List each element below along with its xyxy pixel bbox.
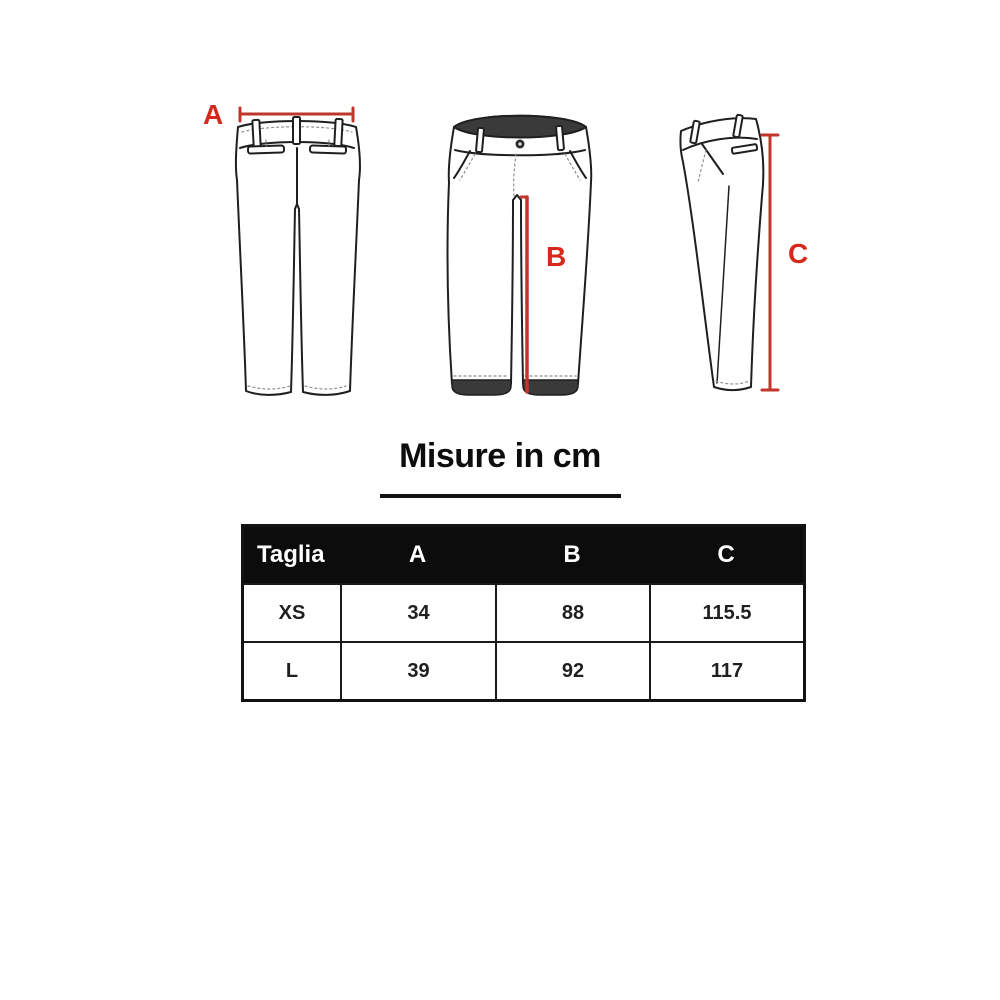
- size-table: [241, 524, 806, 702]
- table-header-b: B: [495, 527, 649, 583]
- table-header-c: C: [649, 527, 803, 583]
- table-cell-xs-b: 88: [495, 583, 649, 641]
- pants-front-view-drawing: [448, 116, 592, 395]
- pants-side-view-drawing: [680, 115, 763, 390]
- title-underline: [380, 494, 621, 498]
- table-cell-l-b: 92: [495, 641, 649, 699]
- table-cell-size-l: L: [244, 641, 340, 699]
- table-cell-xs-a: 34: [340, 583, 495, 641]
- page-title: Misure in cm: [399, 437, 601, 475]
- table-cell-size-xs: XS: [244, 583, 340, 641]
- table-cell-l-c: 117: [649, 641, 803, 699]
- table-header-taglia: Taglia: [244, 527, 340, 583]
- measure-line-c: [762, 135, 778, 390]
- measure-label-a: A: [203, 99, 224, 130]
- table-cell-xs-c: 115.5: [649, 583, 803, 641]
- table-header-a: A: [340, 527, 495, 583]
- measure-label-b: B: [546, 241, 567, 272]
- pants-back-view-drawing: [236, 117, 360, 395]
- table-cell-l-a: 39: [340, 641, 495, 699]
- measure-label-c: C: [788, 238, 809, 269]
